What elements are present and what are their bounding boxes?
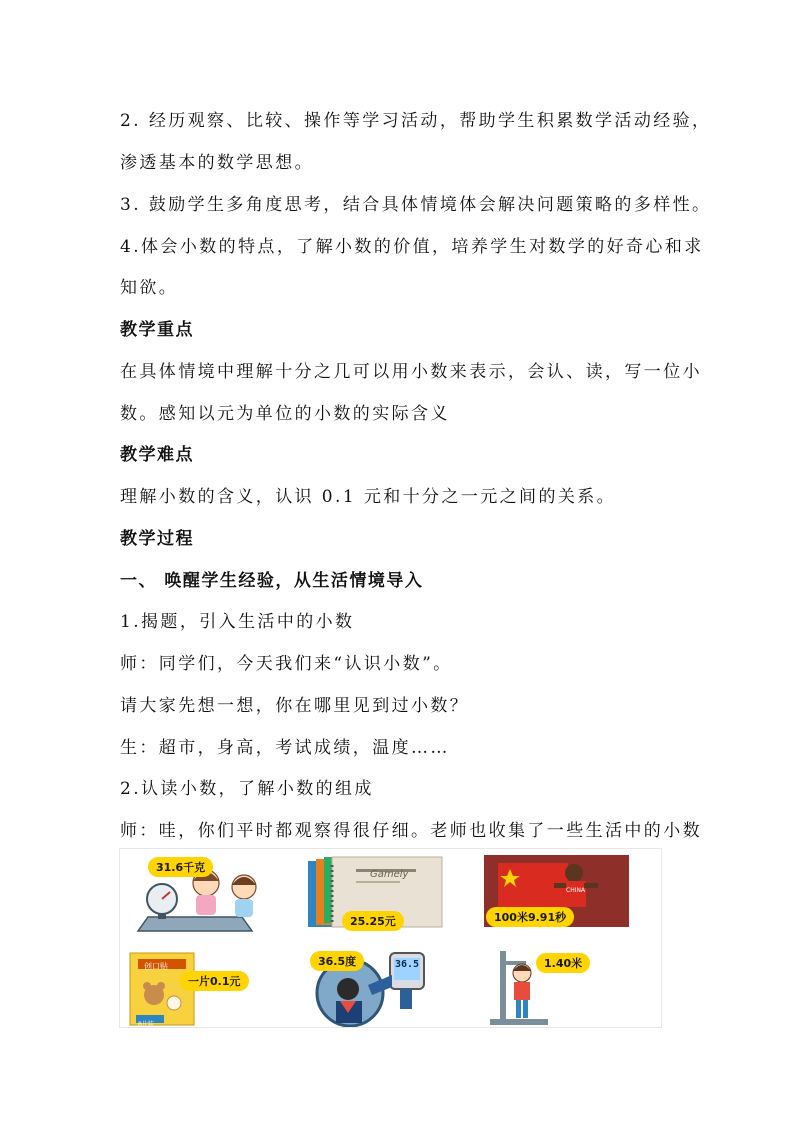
notebooks-card [306,855,456,935]
sprinter-card [484,855,629,927]
thermometer-screen-value: 36.5 [394,959,420,970]
teacher-line-2: 请大家先想一想，你在哪里见到过小数？ [120,696,470,716]
height-measure-card [482,947,632,1027]
student-line: 生：超市，身高，考试成绩，温度…… [120,738,450,758]
decimal-examples-figure [119,848,662,1028]
bandage-box-title: 创口贴 [144,962,168,971]
notebook-price-label: 25.25元 [342,911,404,931]
thermometer-card [288,945,458,1027]
objective-4-line-2: 知欲。 [120,278,179,298]
key-points-line-2: 数。感知以元为单位的小数的实际含义 [120,404,450,424]
heading-difficulties: 教学难点 [120,445,194,465]
objective-3: 3. 鼓励学生多角度思考，结合具体情境体会解决问题策略的多样性。 [120,195,712,215]
teacher-line-1: 师：同学们，今天我们来“认识小数”。 [120,654,453,674]
notebook-cover-text: Gamely [370,869,409,880]
objective-2-line-1: 2. 经历观察、比较、操作等学习活动，帮助学生积累数学活动经验， [120,111,712,131]
section-one-heading: 一、 唤醒学生经验，从生活情境导入 [120,571,424,591]
step-1-title: 1.揭题，引入生活中的小数 [120,612,355,632]
difficulties-line: 理解小数的含义，认识 0.1 元和十分之一元之间的关系。 [120,487,617,507]
weight-label: 31.6千克 [148,857,213,877]
step-2-title: 2.认读小数，了解小数的组成 [120,779,374,799]
objective-2-line-2: 渗透基本的数学思想。 [120,153,314,173]
key-points-line-1: 在具体情境中理解十分之几可以用小数来表示，会认、读，写一位小 [120,362,702,382]
heading-key-points: 教学重点 [120,320,194,340]
temperature-label: 36.5度 [310,951,364,971]
bandage-price-label: 一片0.1元 [180,971,249,991]
bandage-card [126,949,266,1027]
objective-4-line-1: 4.体会小数的特点，了解小数的价值，培养学生对数学的好奇心和求 [120,237,704,257]
height-label: 1.40米 [536,953,590,973]
sprinter-shirt-text: CHINA [566,887,586,894]
bandage-box-count: 8片装 [138,1021,154,1027]
teacher-line-3: 师：哇，你们平时都观察得很仔细。老师也收集了一些生活中的小数 [120,821,702,841]
weight-scale-card [134,855,294,935]
heading-process: 教学过程 [120,529,194,549]
sprint-result-label: 100米9.91秒 [486,907,574,927]
